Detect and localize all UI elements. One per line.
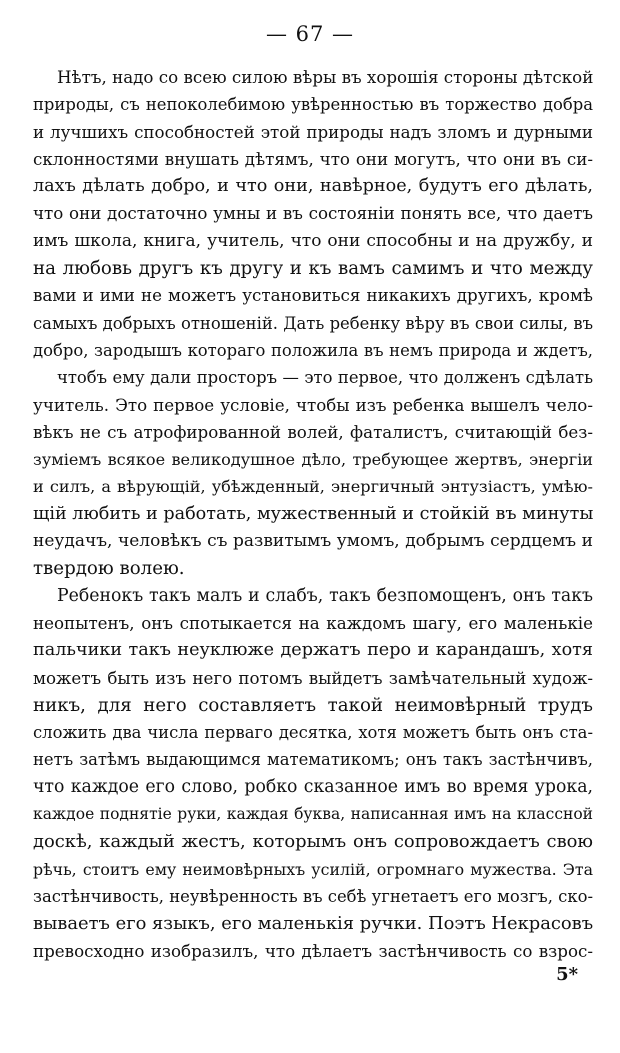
- body-text: [33, 64, 593, 965]
- text-line: каждое поднятіе руки, каждая буква, написанная имъ на классной: [33, 805, 593, 824]
- page-number: — 67 —: [265, 22, 355, 46]
- text-line: чтобъ ему дали просторъ — это первое, что долженъ сдѣлать: [57, 368, 593, 388]
- text-line: можетъ быть изъ него потомъ выйдетъ замѣчательный худож-: [33, 667, 593, 688]
- text-line: имъ школа, книга, учитель, что они способны и на дружбу, и: [33, 230, 593, 251]
- text-line: вываетъ его языкъ, его маленькія ручки. Поэтъ Некрасовъ: [33, 913, 593, 935]
- text-line: и лучшихъ способностей этой природы надъ зломъ и дурными: [33, 121, 593, 142]
- text-line: превосходно изобразилъ, что дѣлаетъ застѣнчивость со взрос-: [33, 940, 593, 961]
- text-line: вѣкъ не съ атрофированной волей, фаталистъ, считающій без-: [33, 421, 593, 442]
- text-line: склонностями внушать дѣтямъ, что они могутъ, что они въ си-: [33, 148, 593, 169]
- text-line: на любовь другъ къ другу и къ вамъ самимъ и что между: [33, 258, 593, 280]
- text-line: что они достаточно умны и въ состояніи понять все, что даетъ: [33, 203, 593, 224]
- text-line: и силъ, а вѣрующій, убѣжденный, энергичный энтузіастъ, умѣю-: [33, 477, 593, 497]
- text-line: лахъ дѣлать добро, и что они, навѣрное, будутъ его дѣлать,: [33, 176, 593, 197]
- text-line: твердою волею.: [33, 558, 185, 580]
- text-line: природы, съ непоколебимою увѣренностью въ торжество добра: [33, 95, 593, 115]
- text-line: что каждое его слово, робко сказанное имъ во время урока,: [33, 776, 593, 797]
- text-line: вами и ими не можетъ установиться никакихъ другихъ, кромѣ: [33, 285, 593, 306]
- text-line: зуміемъ всякое великодушное дѣло, требующее жертвъ, энергіи: [33, 450, 593, 470]
- text-line: пальчики такъ неуклюже держатъ перо и карандашъ, хотя: [33, 640, 593, 661]
- text-line: учитель. Это первое условіе, чтобы изъ ребенка вышелъ чело-: [33, 394, 593, 415]
- text-line: рѣчь, стоитъ ему неимовѣрныхъ усилій, огромнаго мужества. Эта: [33, 859, 593, 879]
- text-line: застѣнчивость, неувѣренность въ себѣ угнетаетъ его мозгъ, ско-: [33, 886, 593, 906]
- text-line: нетъ затѣмъ выдающимся математикомъ; онъ такъ застѣнчивъ,: [33, 750, 593, 770]
- text-line: Ребенокъ такъ малъ и слабъ, такъ безпомощенъ, онъ такъ: [57, 585, 593, 606]
- text-line: сложить два числа перваго десятка, хотя можетъ быть онъ ста-: [33, 723, 593, 743]
- text-line: неудачъ, человѣкъ съ развитымъ умомъ, добрымъ сердцемъ и: [33, 531, 593, 552]
- text-line: добро, зародышъ котораго положила въ немъ природа и ждетъ,: [33, 340, 593, 360]
- text-line: самыхъ добрыхъ отношеній. Дать ребенку вѣру въ свои силы, въ: [33, 313, 593, 333]
- text-line: никъ, для него составляетъ такой неимовѣрный трудъ: [33, 694, 593, 716]
- text-line: Нѣтъ, надо со всею силою вѣры въ хорошія стороны дѣтской: [57, 67, 593, 87]
- text-line: доскѣ, каждый жестъ, которымъ онъ сопровождаетъ свою: [33, 831, 593, 853]
- text-line: неопытенъ, онъ спотыкается на каждомъ шагу, его маленькіе: [33, 612, 593, 633]
- signature-mark: 5*: [556, 964, 578, 985]
- text-line: щій любить и работать, мужественный и стойкій въ минуты: [33, 503, 593, 524]
